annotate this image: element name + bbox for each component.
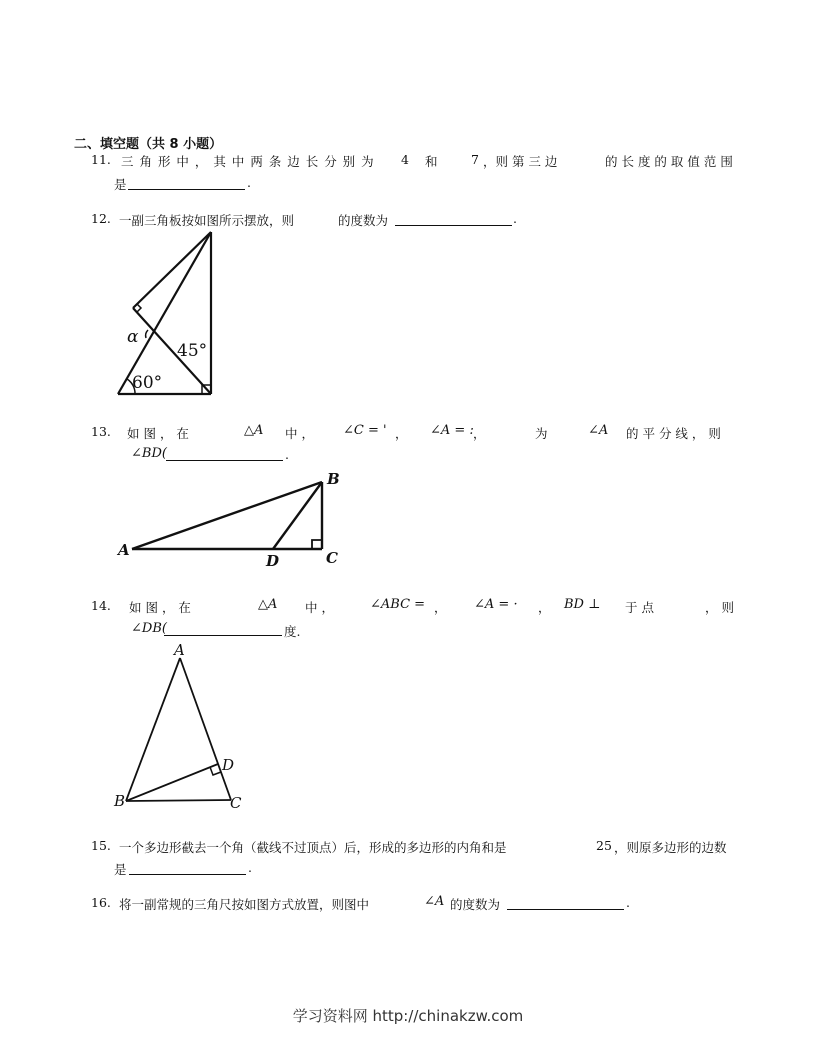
q13-figure [112, 468, 352, 573]
q15-number: 15. [91, 838, 111, 853]
q12-answer-blank[interactable] [395, 225, 512, 226]
q15-text-2: ，则原多边形的边数 [614, 840, 727, 855]
q13-math-3: ∠A = : [430, 423, 474, 438]
q16-end: . [626, 895, 630, 910]
q14-figure [108, 638, 258, 816]
q16-answer-blank[interactable] [507, 909, 624, 910]
footer-watermark: 学习资料网 http://chinakzw.com [292, 1007, 524, 1025]
q13-math-4: ∠A [588, 423, 609, 438]
q11-answer-blank[interactable] [128, 189, 245, 190]
q14-math-1: △A [258, 597, 278, 612]
q14-text-5: 于 点 [625, 600, 654, 615]
q13-math-1: △A [244, 423, 264, 438]
q13-label-C: C [326, 549, 338, 567]
q11-value-1: 4 [401, 152, 409, 167]
q14-number: 14. [91, 598, 111, 613]
q12-end: . [513, 211, 517, 226]
q14-math-3: ∠A = · [474, 597, 518, 612]
q14-text-2: 中 ， [305, 600, 334, 615]
q12-45-label: 45° [177, 341, 208, 361]
q13-text-3: ， [395, 426, 408, 441]
q14-text-6: ， 则 [705, 600, 734, 615]
q14-text-3: ， [434, 600, 447, 615]
q13-number: 13. [91, 424, 111, 439]
section-title: 二、填空题（共 8 小题） [74, 137, 223, 152]
q14-text-1: 如 图 ， 在 [129, 600, 191, 615]
q14-label-D: D [222, 756, 235, 774]
q11-text-5: 是 [114, 177, 127, 192]
q14-label-C: C [230, 794, 242, 812]
q16-text-1: 将一副常规的三角尺按如图方式放置，则图中 [119, 897, 370, 912]
q13-text-2: 中 ， [285, 426, 314, 441]
q12-text-2: 的度数为 [338, 213, 389, 228]
q15-answer-blank[interactable] [129, 874, 246, 875]
q13-text-4: ， [473, 426, 486, 441]
q13-math-2: ∠C = ' [343, 423, 387, 438]
q13-end: . [285, 447, 289, 462]
q12-number: 12. [91, 211, 111, 226]
q11-text-4: 的 长 度 的 取 值 范 围 [605, 154, 733, 169]
q15-text-1: 一个多边形截去一个角（截线不过顶点）后，形成的多边形的内角和是 [119, 840, 507, 855]
q12-figure [108, 228, 228, 398]
q12-alpha-label: α [127, 327, 139, 347]
q13-text-5: 为 [535, 426, 548, 441]
q13-label-A: A [118, 541, 130, 559]
q16-number: 16. [91, 895, 111, 910]
q14-math-2: ∠ABC = [370, 597, 426, 612]
q15-end: . [248, 860, 252, 875]
q11-number: 11. [91, 152, 111, 167]
q14-math-5: ∠DB( [131, 621, 167, 636]
q11-text-2: 和 [425, 154, 438, 169]
q14-end: 度. [284, 624, 301, 639]
q11-text-1: 三 角 形 中 ， 其 中 两 条 边 长 分 别 为 [121, 154, 375, 169]
q13-answer-blank[interactable] [166, 460, 283, 461]
q14-answer-blank[interactable] [164, 635, 282, 636]
q16-text-2: 的度数为 [450, 897, 501, 912]
q13-math-5: ∠BD( [131, 446, 167, 461]
q13-label-B: B [327, 470, 340, 488]
q11-text-3: ，则 第 三 边 [483, 154, 558, 169]
q14-label-A: A [174, 641, 185, 659]
q15-value-1: 25 [596, 838, 612, 853]
q14-math-4: BD ⊥ [564, 597, 601, 612]
q14-label-B: B [114, 792, 126, 810]
q11-value-2: 7 [471, 152, 479, 167]
q13-text-6: 的 平 分 线 ， 则 [626, 426, 721, 441]
q12-60-label: 60° [132, 373, 163, 393]
q13-text-1: 如 图 ， 在 [127, 426, 189, 441]
q15-text-3: 是 [114, 862, 127, 877]
q12-text-1: 一副三角板按如图所示摆放，则 [119, 213, 295, 228]
q11-end: . [247, 175, 251, 190]
q16-math-1: ∠A [424, 894, 445, 909]
q14-text-4: ， [538, 600, 551, 615]
q13-label-D: D [266, 552, 280, 570]
